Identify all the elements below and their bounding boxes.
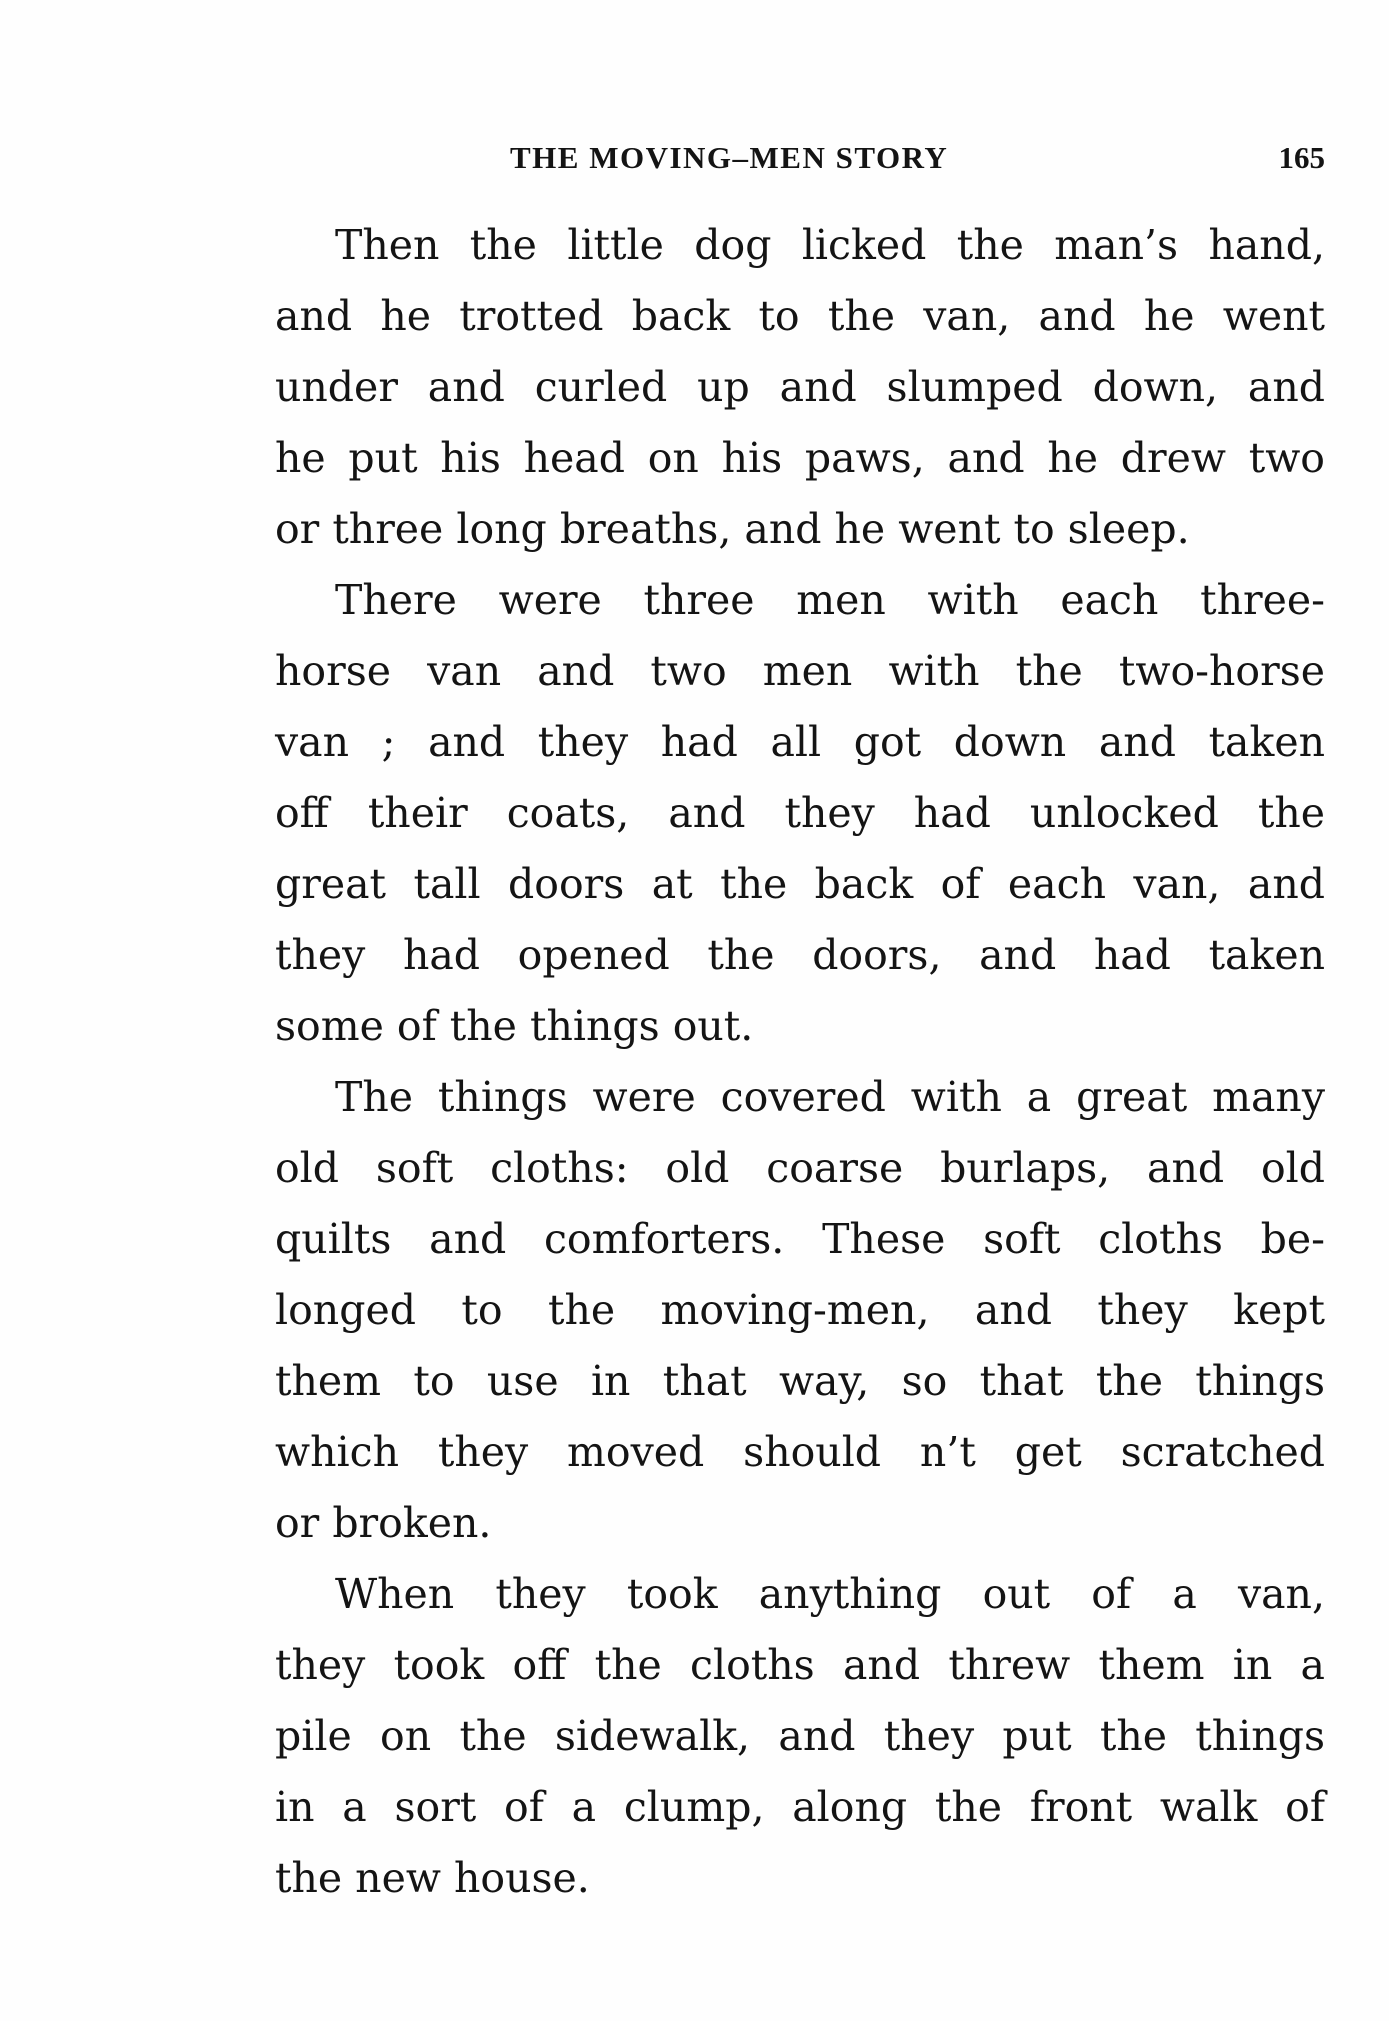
text-line: the new house. [275,1854,590,1902]
text-line: quilts and comforters. These soft cloths be- [275,1215,1325,1263]
text-line: they took off the cloths and threw them in a [275,1641,1325,1689]
paragraph-1 [275,210,1325,565]
text-line: some of the things out. [275,1002,754,1050]
text-line: which they moved should n’t get scratched [275,1428,1325,1476]
text-line: they had opened the doors, and had taken [275,931,1325,979]
text-line: old soft cloths: old coarse burlaps, and old [275,1144,1325,1192]
paragraph-3 [275,1062,1325,1559]
paragraph-2 [275,565,1325,1062]
text-line: and he trotted back to the van, and he went [275,292,1325,340]
text-line: off their coats, and they had unlocked the [275,789,1325,837]
page-number: 165 [1278,140,1325,175]
running-title: THE MOVING–MEN STORY [510,140,949,175]
text-line: Then the little dog licked the man’s hand, [335,221,1325,269]
text-line: longed to the moving-men, and they kept [275,1286,1325,1334]
text-line: great tall doors at the back of each van, and [275,860,1325,908]
body-text [275,210,1325,1914]
text-line: The things were covered with a great many [335,1073,1325,1121]
text-line: horse van and two men with the two-horse [275,647,1325,695]
running-head [275,140,1325,188]
text-line: When they took anything out of a van, [335,1570,1325,1618]
text-line: or three long breaths, and he went to sleep. [275,505,1190,553]
text-line: van ; and they had all got down and taken [275,718,1325,766]
text-line: pile on the sidewalk, and they put the things [275,1712,1325,1760]
text-line: under and curled up and slumped down, and [275,363,1325,411]
text-line: There were three men with each three- [335,576,1325,624]
text-line: or broken. [275,1499,492,1547]
text-line: in a sort of a clump, along the front walk of [275,1783,1325,1831]
text-line: he put his head on his paws, and he drew two [275,434,1325,482]
text-line: them to use in that way, so that the things [275,1357,1325,1405]
paragraph-4 [275,1559,1325,1914]
